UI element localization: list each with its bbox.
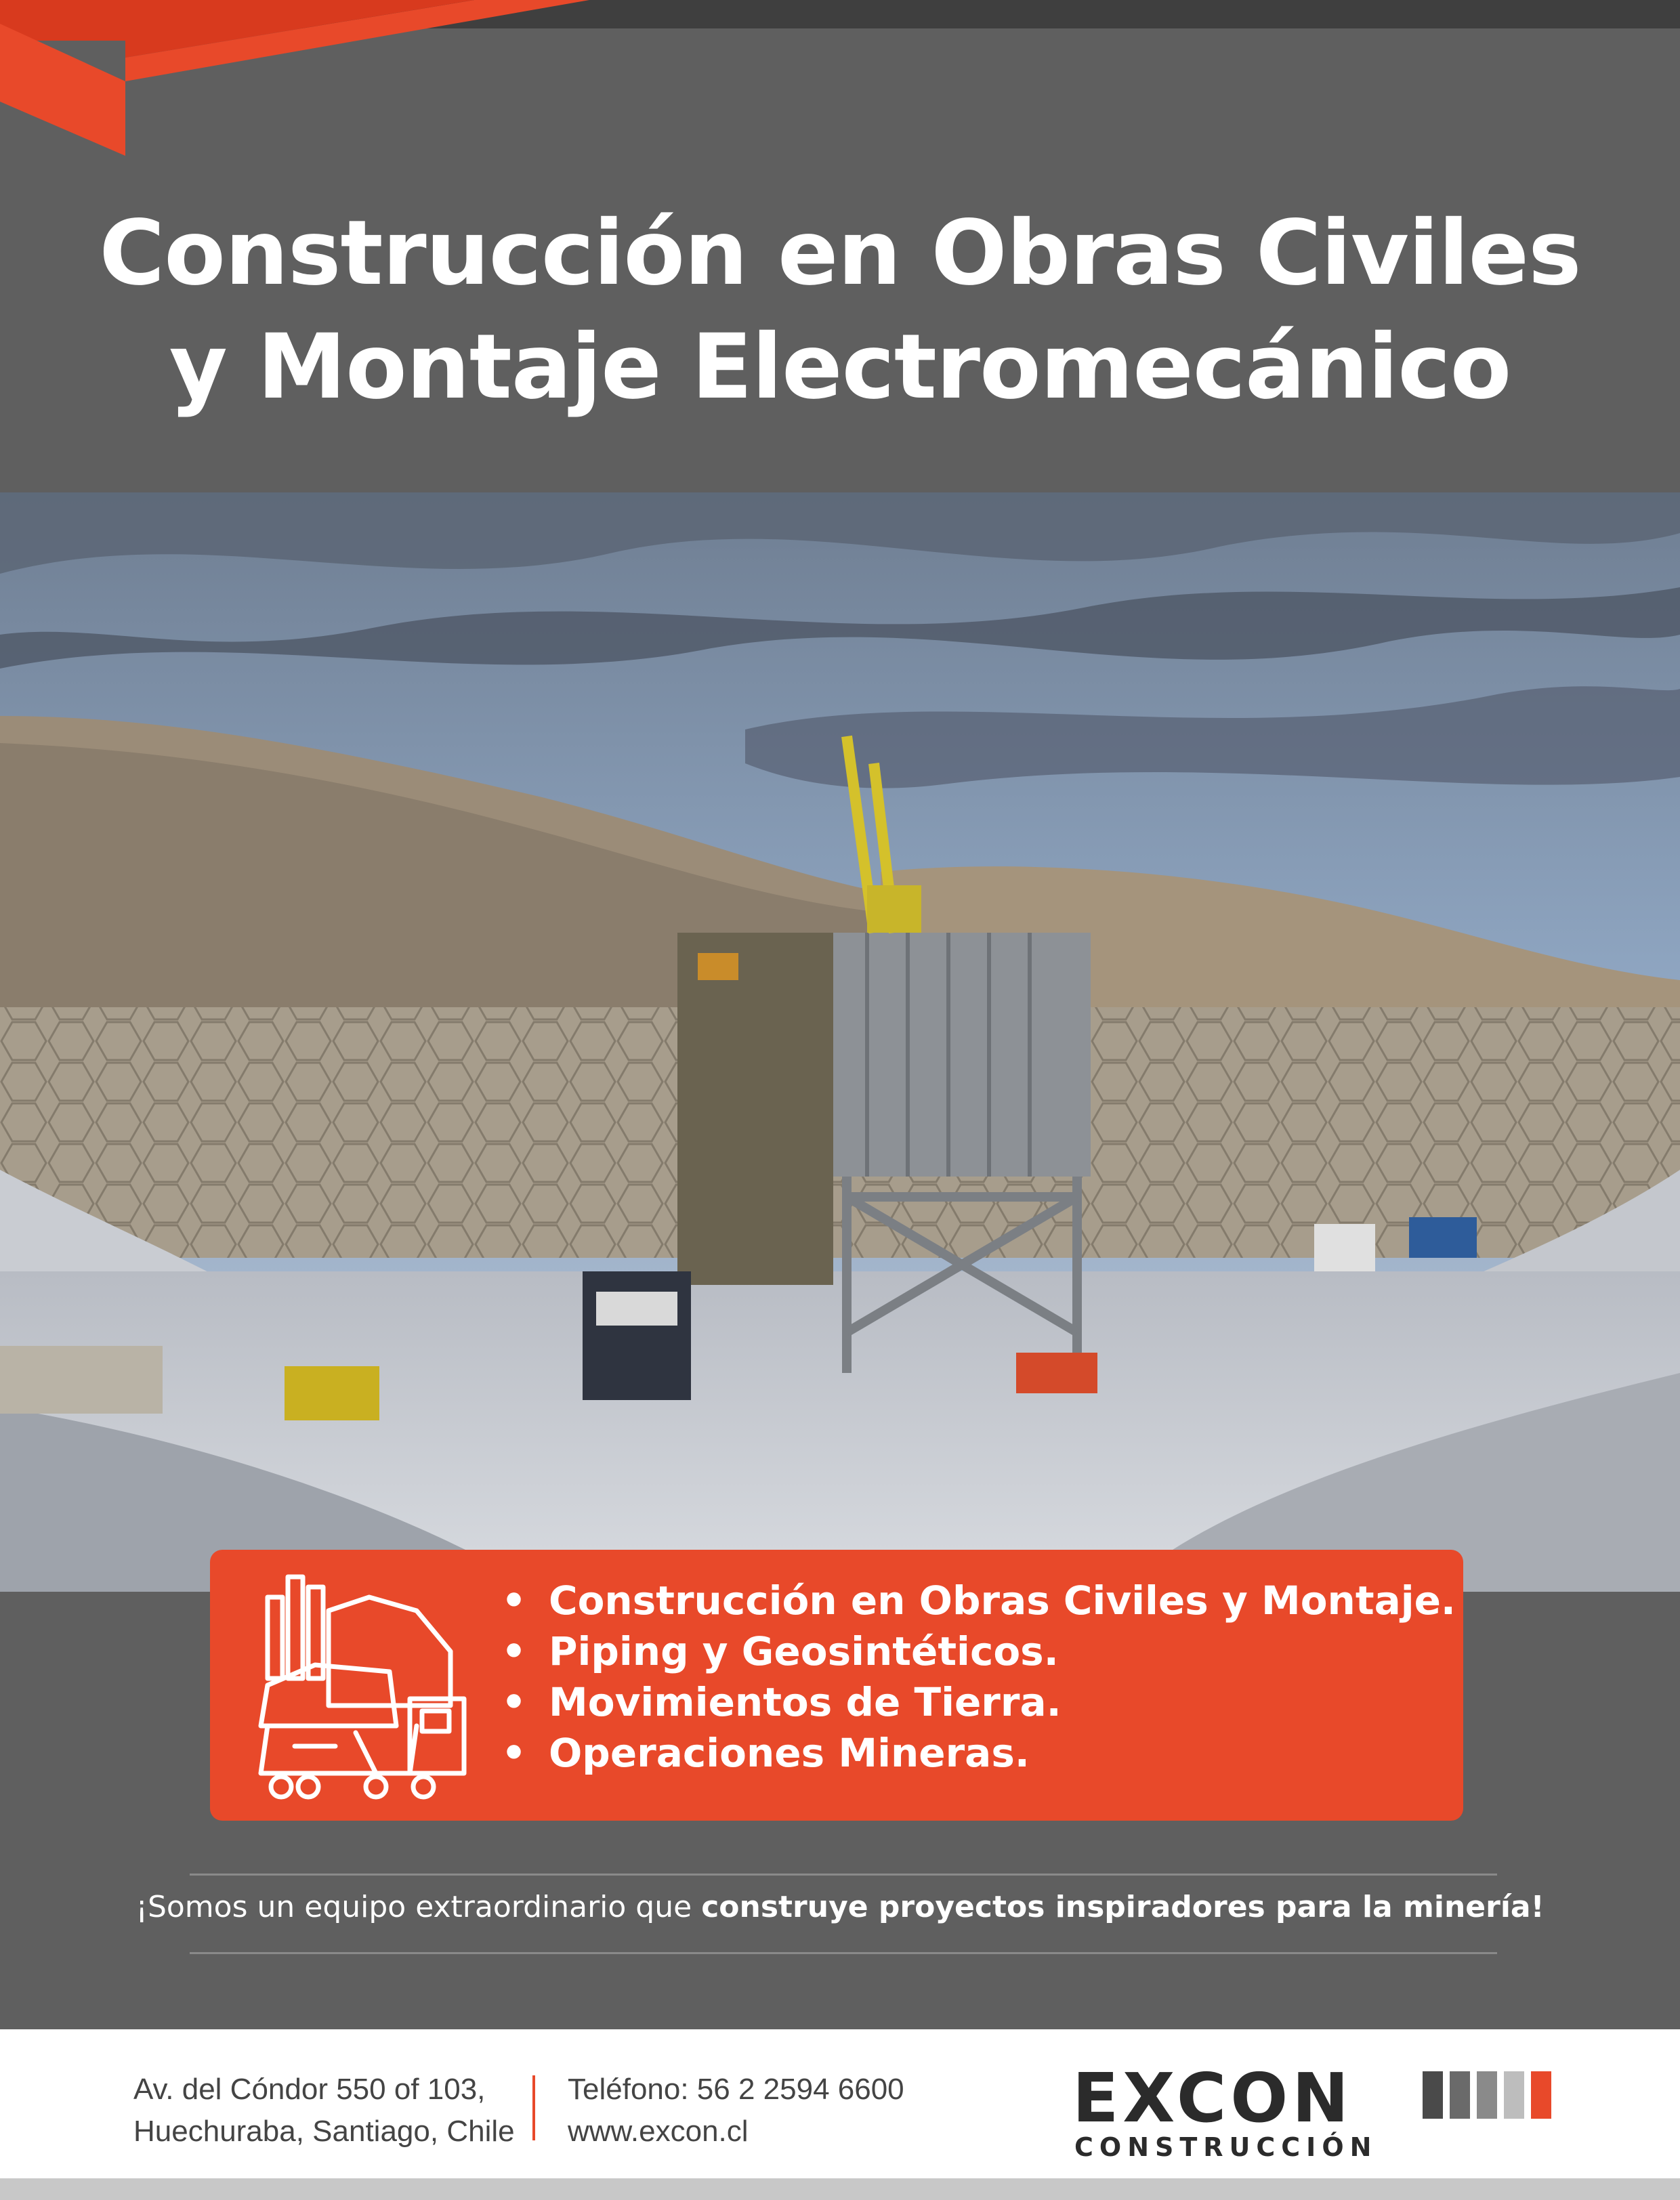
footer-divider (532, 2075, 535, 2140)
headline (0, 196, 1680, 424)
tagline-top-rule (190, 1874, 1497, 1876)
bottom-strip (0, 2178, 1680, 2200)
logo-subtitle: CONSTRUCCIÓN (1074, 2132, 1378, 2162)
footer-address (133, 2069, 515, 2153)
tagline (0, 1890, 1680, 1924)
footer-phone: Teléfono: 56 2 2594 6600 (568, 2073, 904, 2106)
service-item: • Movimientos de Tierra. (501, 1677, 1456, 1728)
logo-wordmark: EXCON (1072, 2058, 1353, 2138)
corner-accent-shape (0, 0, 610, 156)
footer (0, 2029, 1680, 2178)
mining-site-photo (0, 492, 1680, 1592)
tagline-regular: ¡Somos un equipo extraordinario que (135, 1890, 702, 1924)
tagline-bottom-rule (190, 1952, 1497, 1954)
logo-bars-icon (1423, 2071, 1551, 2119)
footer-contact (568, 2069, 904, 2153)
construction-trucks-icon (254, 1570, 478, 1800)
headline-line-1: Construcción en Obras Civiles (99, 201, 1581, 305)
service-item: • Operaciones Mineras. (501, 1728, 1456, 1779)
tagline-bold: construye proyectos inspiradores para la minería! (701, 1890, 1545, 1924)
services-box (210, 1550, 1463, 1821)
footer-website-link[interactable]: www.excon.cl (568, 2115, 749, 2148)
service-item: • Piping y Geosintéticos. (501, 1626, 1456, 1677)
service-item: • Construcción en Obras Civiles y Montaje. (501, 1575, 1456, 1626)
services-list (501, 1575, 1456, 1779)
address-line-2: Huechuraba, Santiago, Chile (133, 2115, 515, 2148)
address-line-1: Av. del Cóndor 550 of 103, (133, 2073, 486, 2106)
headline-line-2: y Montaje Electromecánico (169, 315, 1511, 419)
